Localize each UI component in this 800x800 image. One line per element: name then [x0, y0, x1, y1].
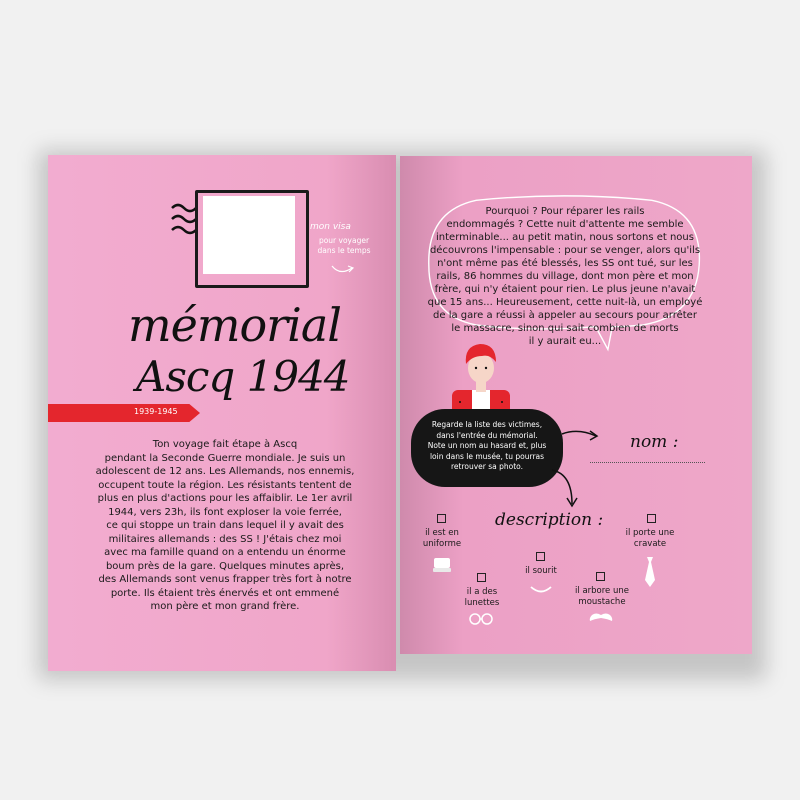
arrow-to-description-icon: [548, 468, 588, 512]
curved-arrow-icon: [330, 262, 356, 276]
cap-icon: [432, 556, 452, 574]
intro-line: 1944, vers 23h, ils font exploser la voie ferrée,: [108, 506, 342, 518]
intro-line: Ton voyage fait étape à Ascq: [152, 439, 298, 450]
speech-line: interminable... au petit matin, nous sortons et nous: [436, 232, 694, 243]
intro-line: pendant la Seconde Guerre mondiale. Je suis un: [104, 452, 346, 464]
intro-line: plus en plus d'actions pour les affaiblir. Le 1er avril: [97, 493, 353, 504]
ribbon-dates: 1939-1945: [134, 407, 178, 416]
speech-line: Pourquoi ? Pour réparer les rails: [485, 206, 645, 217]
visa-caption: pour voyager dans le temps: [317, 236, 371, 255]
speech-line: il y aurait eu...: [528, 336, 602, 347]
visa-stamp-blank: [203, 196, 295, 274]
name-field[interactable]: [590, 462, 705, 463]
intro-line: porte. Ils étaient très énervés et ont emmené: [110, 587, 340, 599]
visa-label: mon visa: [310, 222, 351, 232]
instruction-line: loin dans le musée, tu pourras: [429, 451, 545, 461]
instruction-line: dans l'entrée du mémorial.: [436, 430, 538, 440]
checkbox-moustache[interactable]: [596, 572, 605, 581]
speech-line: rails, 86 hommes du village, dont mon père et mon: [436, 271, 694, 282]
instruction-line: Regarde la liste des victimes,: [431, 420, 543, 429]
speech-text: [415, 205, 715, 348]
checkbox-glasses[interactable]: [477, 573, 486, 582]
intro-line: ce qui stoppe un train dans lequel il y avait des: [106, 520, 344, 531]
speech-line: découvrons l'impensable : pour se venger, alors qu'ils: [429, 245, 701, 256]
intro-line: militaires allemands : des SS ! J'étais chez moi: [108, 533, 342, 545]
moustache-icon: [588, 612, 614, 624]
checkbox-smile[interactable]: [536, 552, 545, 561]
checkbox-uniform[interactable]: [437, 514, 446, 523]
intro-line: adolescent de 12 ans. Les Allemands, nos ennemis,: [95, 466, 355, 477]
trait-label-uniform: il est en uniforme: [422, 528, 462, 549]
trait-label-glasses: il a des lunettes: [464, 587, 500, 608]
intro-paragraph: [80, 438, 370, 614]
instruction-text: [414, 420, 560, 473]
instruction-line: Note un nom au hasard et, plus: [427, 441, 547, 450]
intro-line: des Allemands sont venus frapper très fort à notre: [98, 574, 352, 585]
trait-label-smile: il sourit: [525, 566, 557, 576]
intro-line: mon père et mon grand frère.: [150, 601, 300, 612]
intro-line: occupent toute la région. Les résistants tentent de: [98, 479, 352, 491]
checkbox-tie[interactable]: [647, 514, 656, 523]
trait-label-moustache: il arbore une moustache: [575, 586, 629, 607]
speech-line: le massacre, sinon qui sait combien de morts: [451, 323, 679, 334]
smile-icon: [529, 584, 553, 596]
intro-line: avec ma famille quand on a entendu un énorme: [104, 547, 346, 558]
trait-label-tie: il porte une cravate: [625, 528, 675, 549]
title-line-2: Ascq 1944: [136, 352, 350, 401]
title-line-1: mémorial: [128, 298, 341, 352]
speech-line: frère, qui n'y étaient pour rien. Le plus jeune n'avait: [434, 284, 696, 295]
name-label: nom :: [630, 432, 679, 452]
speech-line: n'ont même pas été blessés, les SS ont tué, sur les: [437, 258, 693, 269]
intro-line: boum près de la gare. Quelques minutes après,: [105, 560, 345, 572]
glasses-icon: [467, 612, 495, 626]
tie-icon: [642, 556, 658, 588]
boy-illustration: [446, 338, 516, 418]
speech-line: de la gare a réussi à appeler au secours pour arrêter: [433, 310, 697, 321]
speech-line: endommagés ? Cette nuit d'attente me semble: [446, 219, 684, 230]
arrow-to-name-icon: [560, 422, 602, 446]
speech-line: que 15 ans... Heureusement, cette nuit-là, un employé: [427, 297, 703, 308]
description-label: description :: [495, 510, 604, 530]
instruction-line: retrouver sa photo.: [450, 462, 524, 471]
